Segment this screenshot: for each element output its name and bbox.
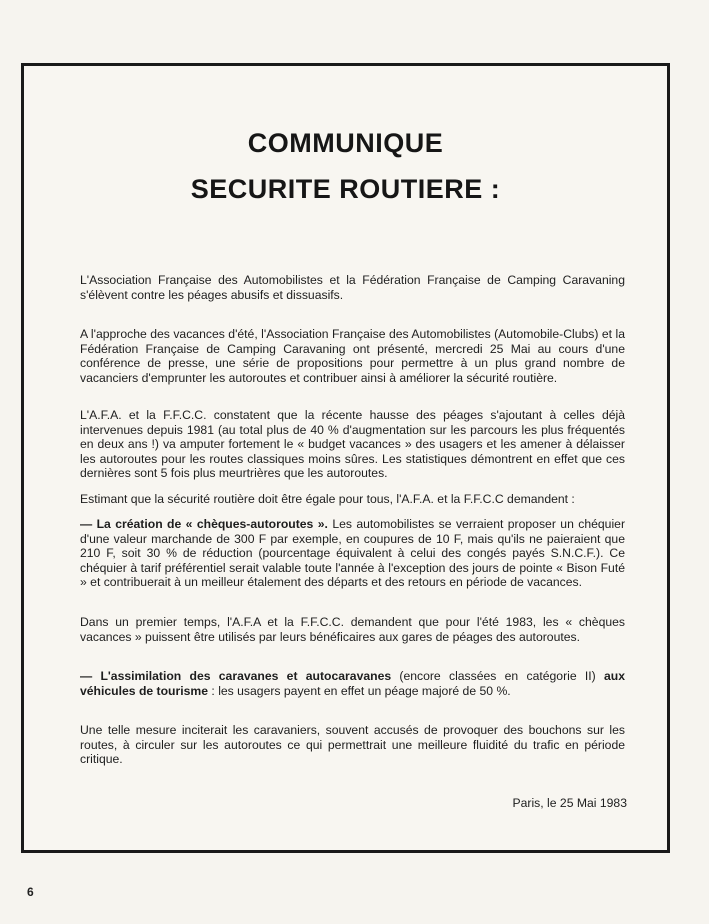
title-line-2: SECURITE ROUTIERE : xyxy=(190,174,501,204)
caravanes-heading-2: aux véhicules de tourisme xyxy=(80,669,625,698)
paragraph-caravanes xyxy=(80,669,625,698)
paragraph-demands: Estimant que la sécurité routière doit être égale pour tous, l'A.F.A. et la F.F.C.C demandent : xyxy=(80,492,575,506)
paragraph-press-conference: A l'approche des vacances d'été, l'Association Française des Automobilistes (Automobile-Clubs) et la Fédération Française de Camping Caravaning ont présenté, mercredi 25 Mai au cours d'une conférence de presse, une série de propositions pour permettre à un plus grand nombre de vacanciers d'emprunter les autoroutes et contribuer ainsi à améliorer la sécurité routière. xyxy=(80,327,625,385)
caravanes-text-2: : les usagers payent en effet un péage majoré de 50 %. xyxy=(208,683,511,698)
paragraph-conclusion: Une telle mesure inciterait les caravaniers, souvent accusés de provoquer des bouchons sur les routes, à circuler sur les autoroutes ce qui permettrait une meilleure fluidité du trafic en période critique. xyxy=(80,723,625,767)
cheques-heading: — La création de « chèques-autoroutes ». xyxy=(80,517,328,531)
page-number: 6 xyxy=(27,885,34,899)
paragraph-intro: L'Association Française des Automobilistes et la Fédération Française de Camping Caravaning s'élèvent contre les péages abusifs et dissuasifs. xyxy=(80,273,625,302)
title-line-1: COMMUNIQUE xyxy=(247,128,444,158)
caravanes-text-1: (encore classées en catégorie II) xyxy=(391,669,604,683)
communique-frame xyxy=(21,63,670,853)
paragraph-cheques-vacances: Dans un premier temps, l'A.F.A et la F.F.C.C. demandent que pour l'été 1983, les « chèques vacances » puissent être utilisés par leurs bénéficaires aux gares de péages des autoroutes. xyxy=(80,615,625,644)
cheques-text: Les automobilistes se verraient proposer un chéquier d'une valeur marchande de 300 F par exemple, en coupures de 10 F, mais qu'ils ne paieraient que 210 F, soit 30 % de réduction (pourcentage équivalent à celui des congés payés S.N.C.F.). Ce chéquier à tarif préférentiel serait valable toute l'année à l'exception des jours de pointe « Bison Futé » et contribuerait à un meilleur étalement des départs et des retours en période de vacances. xyxy=(80,517,626,590)
paragraph-toll-increase: L'A.F.A. et la F.F.C.C. constatent que la récente hausse des péages s'ajoutant à celles déjà intervenues depuis 1981 (au total plus de 40 % d'augmentation sur les parcours les plus fréquentés en deux ans !) va amputer fortement le « budget vacances » des usagers et les amener à délaisser les autoroutes pour les routes classiques moins sûres. Les statistiques démontrent en effet que ces dernières sont 5 fois plus meurtrières que les autoroutes. xyxy=(80,408,625,481)
date-signature: Paris, le 25 Mai 1983 xyxy=(512,796,627,810)
paragraph-cheques-autoroutes xyxy=(80,517,625,590)
caravanes-heading: — L'assimilation des caravanes et autocaravanes xyxy=(80,669,392,683)
